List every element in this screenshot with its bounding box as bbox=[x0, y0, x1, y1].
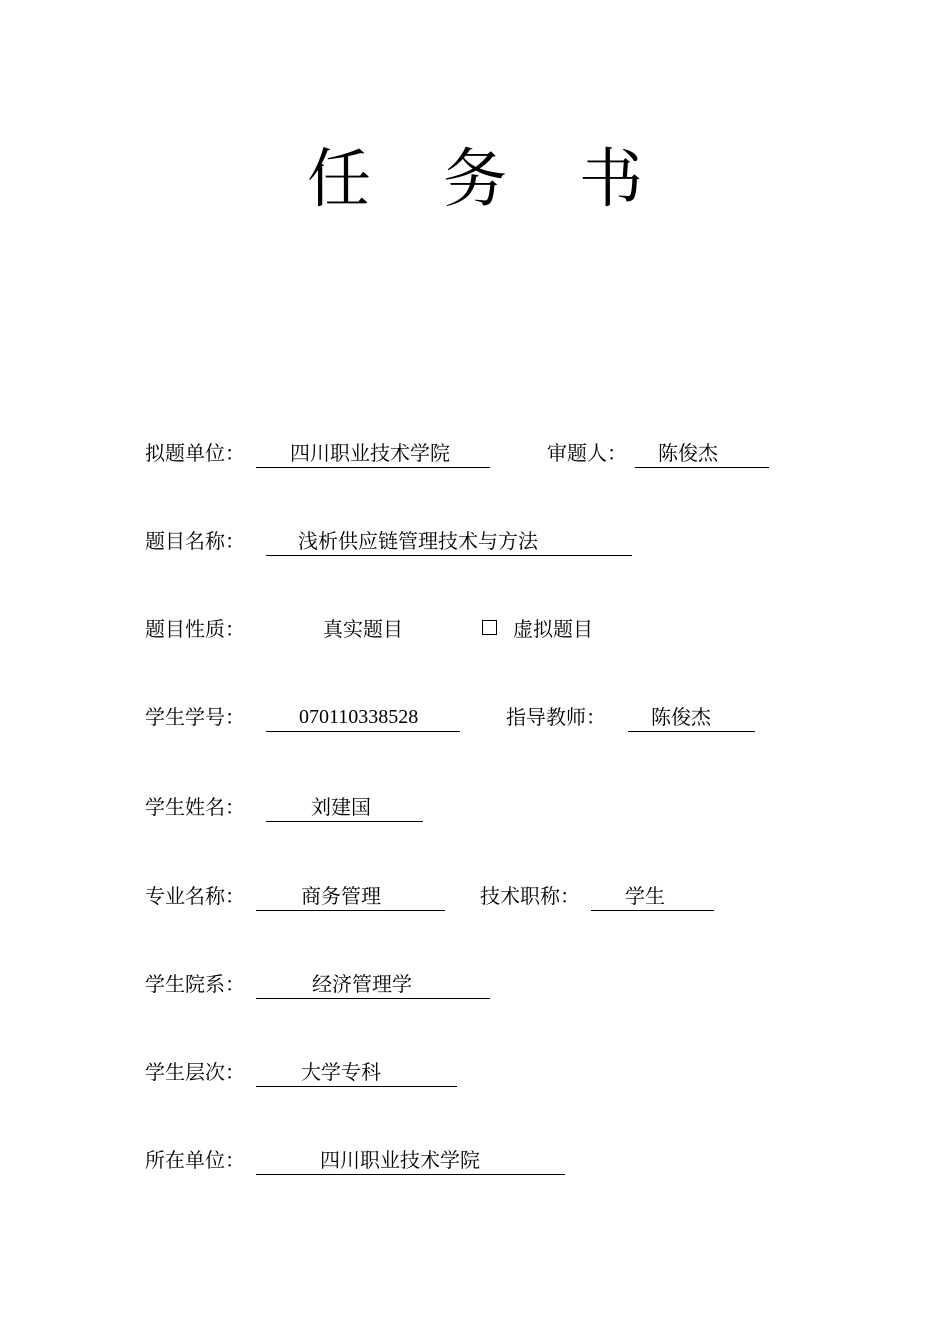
major-value: 商务管理 bbox=[301, 884, 381, 908]
page-title bbox=[0, 140, 950, 220]
topic-name-label: 题目名称： bbox=[145, 529, 245, 553]
title-char: 务 bbox=[443, 143, 507, 217]
location-field bbox=[256, 1145, 565, 1175]
title-char: 书 bbox=[579, 143, 643, 217]
reviewer-field bbox=[635, 438, 769, 468]
advisor-value: 陈俊杰 bbox=[651, 705, 711, 729]
reviewer-label: 审题人： bbox=[547, 441, 627, 465]
reviewer-value: 陈俊杰 bbox=[658, 441, 718, 465]
option-virtual-label: 虚拟题目 bbox=[513, 617, 593, 641]
title-char: 任 bbox=[307, 143, 371, 217]
department-label: 学生院系： bbox=[145, 972, 245, 996]
level-field bbox=[256, 1057, 457, 1087]
student-id-label: 学生学号： bbox=[145, 705, 245, 729]
student-id-field bbox=[266, 702, 460, 732]
student-id-value: 070110338528 bbox=[299, 706, 419, 728]
advisor-field bbox=[628, 702, 755, 732]
level-value: 大学专科 bbox=[301, 1060, 381, 1084]
tech-title-label: 技术职称： bbox=[480, 884, 580, 908]
tech-title-field bbox=[591, 881, 714, 911]
department-value: 经济管理学 bbox=[312, 972, 412, 996]
topic-name-field bbox=[266, 526, 632, 556]
student-name-label: 学生姓名： bbox=[145, 795, 245, 819]
unit-value: 四川职业技术学院 bbox=[290, 441, 450, 465]
student-name-value: 刘建国 bbox=[311, 795, 371, 819]
option-real-label: 真实题目 bbox=[323, 617, 403, 641]
major-label: 专业名称： bbox=[145, 884, 245, 908]
level-label: 学生层次： bbox=[145, 1060, 245, 1084]
tech-title-value: 学生 bbox=[625, 884, 665, 908]
topic-nature-label: 题目性质： bbox=[145, 617, 245, 641]
student-name-field bbox=[266, 792, 423, 822]
major-field bbox=[256, 881, 445, 911]
department-field bbox=[256, 969, 490, 999]
topic-name-value: 浅析供应链管理技术与方法 bbox=[298, 529, 538, 553]
location-value: 四川职业技术学院 bbox=[320, 1148, 480, 1172]
unit-field bbox=[256, 438, 490, 468]
location-label: 所在单位： bbox=[145, 1148, 245, 1172]
unit-label: 拟题单位： bbox=[145, 441, 245, 465]
advisor-label: 指导教师： bbox=[506, 705, 606, 729]
checkbox-icon bbox=[482, 620, 497, 635]
